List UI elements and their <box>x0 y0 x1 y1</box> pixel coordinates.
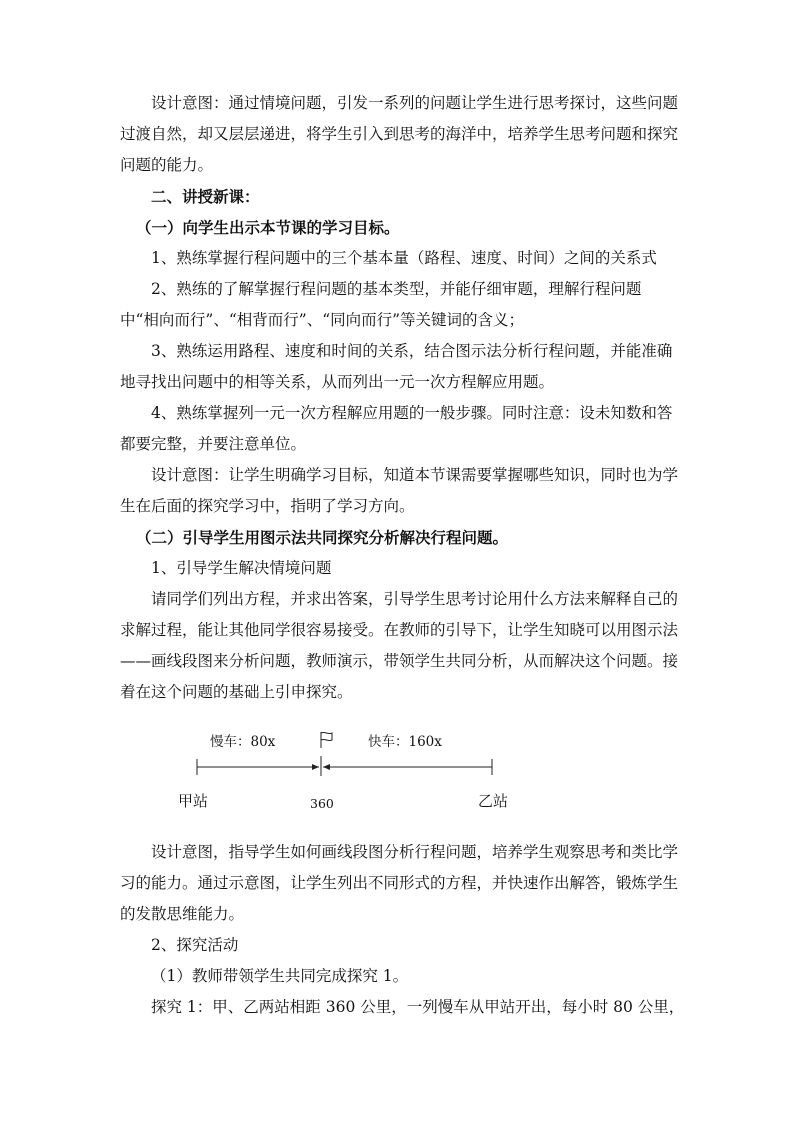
distance-label: 360 <box>310 796 334 811</box>
slow-train-label: 慢车：80x <box>210 734 276 750</box>
design-intent-paragraph-2: 设计意图：让学生明确学习目标，知道本节课需要掌握哪些知识，同时也为学生在后面的探究学习中，指明了学习方向。 <box>120 466 679 515</box>
flag-icon <box>321 732 332 748</box>
step-1-heading: 1、引导学生解决情境问题 <box>151 559 332 577</box>
design-intent-paragraph-3: 设计意图，指导学生如何画线段图分析行程问题，培养学生观察思考和类比学习的能力。通过示意图，让学生列出不同形式的方程，并快速作出解答，锻炼学生的发散思维能力。 <box>120 843 679 923</box>
goal-item-2: 2、熟练的了解掌握行程问题的基本类型，并能仔细审题，理解行程问题中“相向而行”、“相背而行”、“同向而行”等关键词的含义； <box>120 280 642 329</box>
subheading-learning-goals: （一）向学生出示本节课的学习目标。 <box>136 218 400 237</box>
goal-item-4: 4、熟练掌握列一元一次方程解应用题的一般步骤。同时注意：设未知数和答都要完整，并要注意单位。 <box>120 404 673 453</box>
exploration-1-text: 探究 1：甲、乙两站相距 360 公里，一列慢车从甲站开出，每小时 80 公里， <box>151 998 685 1016</box>
subheading-guide-graph-method: （二）引导学生用图示法共同探究分析解决行程问题。 <box>136 528 509 547</box>
line-segment-diagram <box>170 726 530 816</box>
step-2-heading: 2、探究活动 <box>151 936 239 954</box>
goal-item-3: 3、熟练运用路程、速度和时间的关系，结合图示法分析行程问题，并能准确地寻找出问题中的相等关系，从而列出一元一次方程解应用题。 <box>120 342 673 391</box>
station-a-label: 甲站 <box>178 792 209 810</box>
segment-lines <box>170 726 530 816</box>
goal-item-1: 1、熟练掌握行程问题中的三个基本量（路程、速度、时间）之间的关系式 <box>151 249 657 267</box>
design-intent-paragraph-1: 设计意图：通过情境问题，引发一系列的问题让学生进行思考探讨，这些问题过渡自然，却又层层递进，将学生引入到思考的海洋中，培养学生思考问题和探究问题的能力。 <box>120 94 679 174</box>
station-b-label: 乙站 <box>478 792 509 810</box>
section-heading-new-lesson: 二、讲授新课： <box>151 187 260 206</box>
step-1-paragraph: 请同学们列出方程，并求出答案，引导学生思考讨论用什么方法来解释自己的求解过程，能让其他同学很容易接受。在教师的引导下，让学生知晓可以用图示法——画线段图来分析问题，教师演示，带领学生共同分析，从而解决这个问题。接着在这个问题的基础上引申探究。 <box>120 590 679 701</box>
fast-train-label: 快车：160x <box>368 734 442 750</box>
step-2-sub-item-1: （1）教师带领学生共同完成探究 1。 <box>151 967 409 985</box>
